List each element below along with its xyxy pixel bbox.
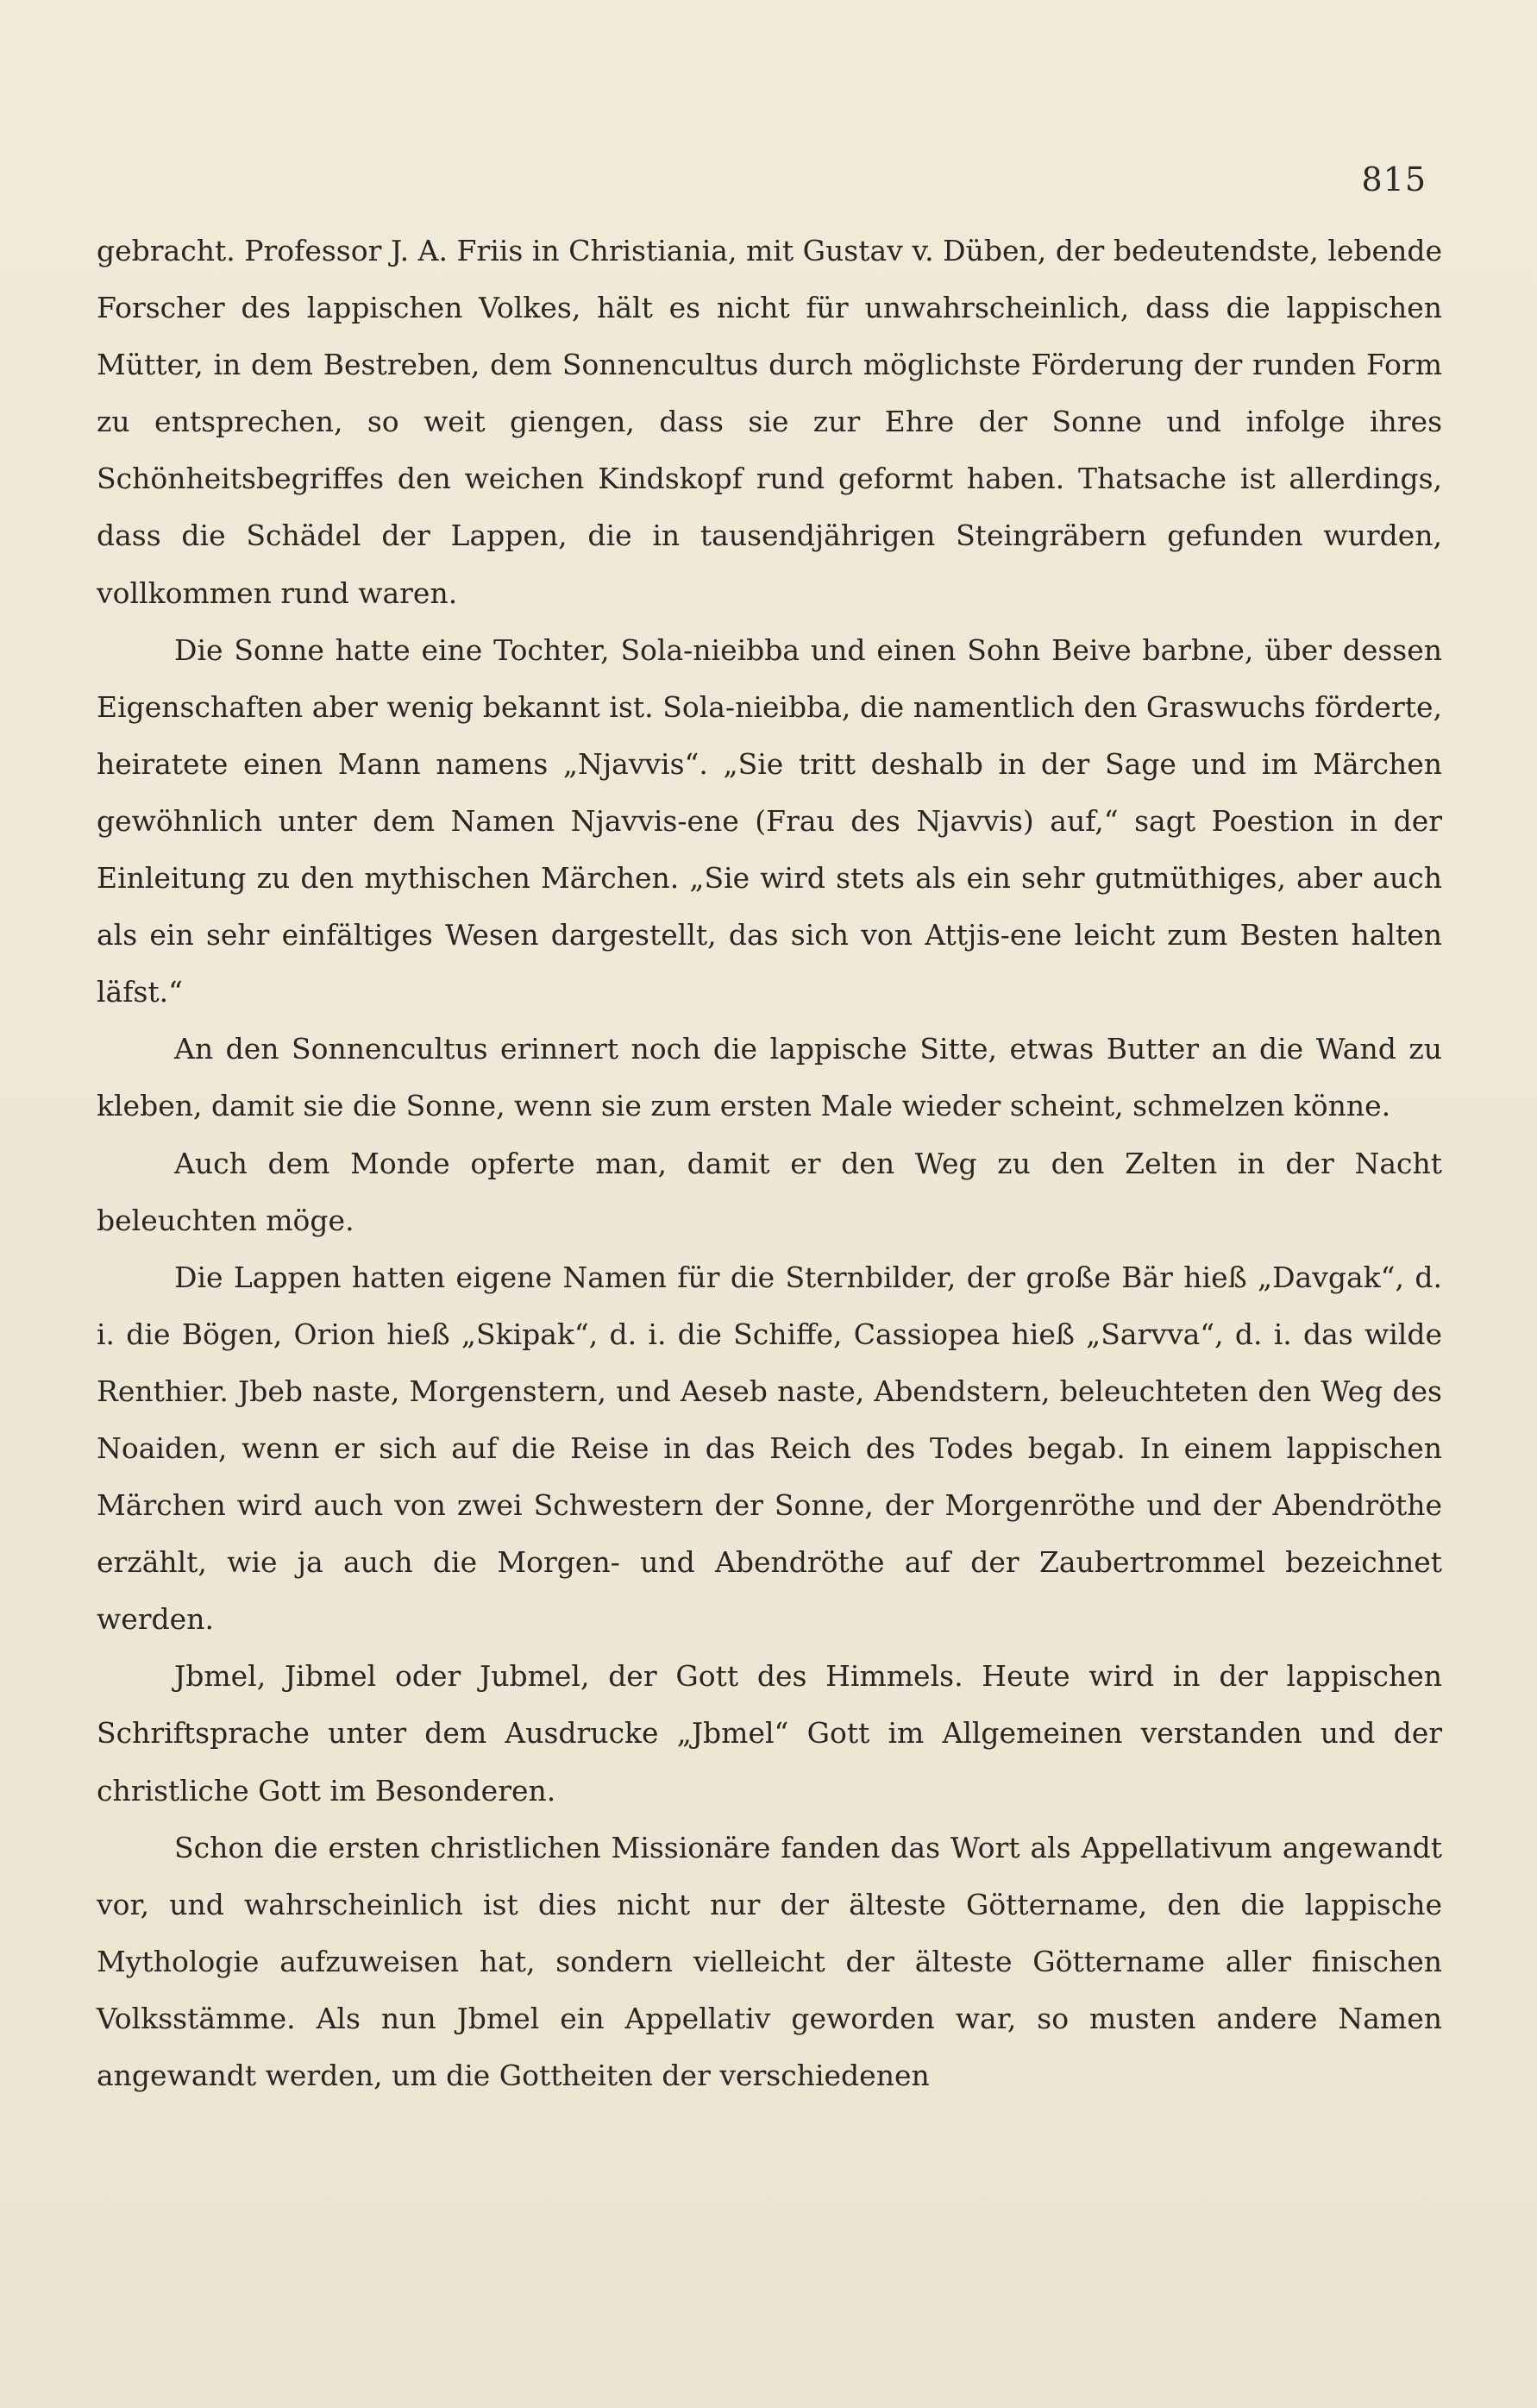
- body-text: [97, 223, 1442, 2104]
- paragraph-1: gebracht. Professor J. A. Friis in Christiania, mit Gustav v. Düben, der bedeutendste, lebende Forscher des lappischen Volkes, hält es nicht für unwahrscheinlich, dass die lappischen Mütter, in dem Bestreben, dem Sonnencultus durch möglichste Förderung der runden Form zu entsprechen, so weit giengen, dass sie zur Ehre der Sonne und infolge ihres Schönheitsbegriffes den weichen Kindskopf rund geformt haben. Thatsache ist allerdings, dass die Schädel der Lappen, die in tausendjährigen Steingräbern gefunden wurden, vollkommen rund waren.: [97, 234, 1442, 610]
- paragraph-4: Auch dem Monde opferte man, damit er den Weg zu den Zelten in der Nacht beleuchten möge.: [97, 1146, 1442, 1237]
- page-number: 815: [1361, 160, 1427, 198]
- paragraph-3: An den Sonnencultus erinnert noch die lappische Sitte, etwas Butter an die Wand zu kleben, damit sie die Sonne, wenn sie zum ersten Male wieder scheint, schmelzen könne.: [97, 1032, 1442, 1123]
- paragraph-2: Die Sonne hatte eine Tochter, Sola-nieibba und einen Sohn Beive barbne, über dessen Eigenschaften aber wenig bekannt ist. Sola-nieibba, die namentlich den Graswuchs förderte, heiratete einen Mann namens „Njavvis“. „Sie tritt deshalb in der Sage und im Märchen gewöhnlich unter dem Namen Njavvis-ene (Frau des Njavvis) auf,“ sagt Poestion in der Einleitung zu den mythischen Märchen. „Sie wird stets als ein sehr gutmüthiges, aber auch als ein sehr einfältiges Wesen dargestellt, das sich von Attjis-ene leicht zum Besten halten läfst.“: [97, 632, 1442, 1009]
- paragraph-7: Schon die ersten christlichen Missionäre fanden das Wort als Appellativum angewandt vor, und wahrscheinlich ist dies nicht nur der älteste Göttername, den die lappische Mythologie aufzuweisen hat, sondern vielleicht der älteste Göttername aller finischen Volksstämme. Als nun Jbmel ein Appellativ geworden war, so musten andere Namen angewandt werden, um die Gottheiten der verschiedenen: [97, 1830, 1442, 2092]
- paragraph-6: Jbmel, Jibmel oder Jubmel, der Gott des Himmels. Heute wird in der lappischen Schriftsprache unter dem Ausdrucke „Jbmel“ Gott im Allgemeinen verstanden und der christliche Gott im Besonderen.: [97, 1659, 1442, 1808]
- paragraph-5: Die Lappen hatten eigene Namen für die Sternbilder, der große Bär hieß „Davgak“, d. i. die Bögen, Orion hieß „Skipak“, d. i. die Schiffe, Cassiopea hieß „Sarvva“, d. i. das wilde Renthier. Jbeb naste, Morgenstern, und Aeseb naste, Abendstern, beleuchteten den Weg des Noaiden, wenn er sich auf die Reise in das Reich des Todes begab. In einem lappischen Märchen wird auch von zwei Schwestern der Sonne, der Morgenröthe und der Abendröthe erzählt, wie ja auch die Morgen- und Abendröthe auf der Zaubertrommel bezeichnet werden.: [97, 1260, 1442, 1637]
